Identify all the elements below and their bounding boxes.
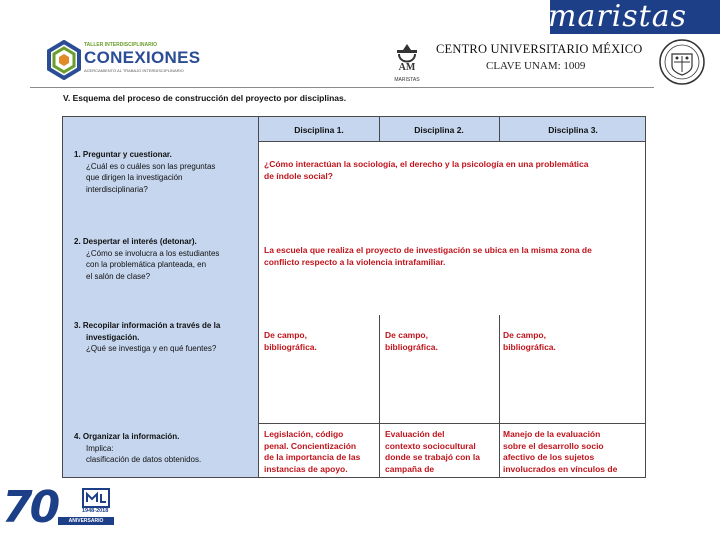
section-heading: V. Esquema del proceso de construcción del proyecto por disciplinas. (63, 93, 347, 103)
col-divider-2 (499, 315, 500, 478)
row-4-answer-d3 (503, 429, 645, 475)
institution-code: CLAVE UNAM: 1009 (486, 60, 586, 72)
row-4-d1-line: Legislación, código (264, 429, 344, 439)
conexiones-tagline: TALLER INTERDISCIPLINARIO (84, 42, 157, 48)
header-row (259, 117, 646, 142)
step-4 (74, 431, 256, 466)
row-4-d2-line: contexto sociocultural (385, 440, 476, 451)
header-discipline-2: Disciplina 2. (414, 124, 464, 135)
row-3-d1-line: De campo, (264, 330, 307, 340)
row-3-answer-d1 (264, 330, 374, 353)
row-4-d2-line: campaña de (385, 463, 435, 474)
row-4-answer-d1 (264, 429, 378, 475)
row-3-d2-line: bibliográfica. (385, 341, 438, 352)
header-discipline-1: Disciplina 1. (294, 124, 344, 135)
step-3-title-cont: investigación. (86, 332, 140, 342)
row-4-d2-line: donde se trabajó con la (385, 452, 480, 462)
conexiones-title: CONEXIONES (84, 48, 201, 67)
row-3-answer-d3 (503, 330, 643, 353)
step-2-title: 2. Despertar el interés (detonar). (74, 237, 197, 246)
step-2 (74, 236, 256, 282)
row-1-answer (264, 159, 644, 182)
step-4-line: clasificación de datos obtenidos. (86, 455, 202, 465)
row-2-answer (264, 245, 644, 268)
step-1-title: 1. Preguntar y cuestionar. (74, 150, 172, 159)
row-divider (259, 423, 646, 424)
unam-seal-icon (658, 38, 706, 86)
anniversary-logo (0, 482, 120, 534)
process-table (62, 116, 646, 478)
step-4-line: Implica: (86, 443, 114, 453)
row-1-answer-line: de índole social? (264, 170, 333, 181)
row-4-d2-line: Evaluación del (385, 429, 445, 439)
anniversary-number: 70 (2, 482, 58, 533)
emblem-caption: MARISTAS (394, 77, 420, 83)
institution-name: CENTRO UNIVERSITARIO MÉXICO (436, 42, 643, 56)
header-divider (30, 87, 654, 88)
step-3-title: 3. Recopilar información a través de la (74, 321, 221, 330)
row-4-d1-line: penal. Concientización (264, 440, 357, 451)
conexiones-subtitle: ACERCAMIENTO AL TRABAJO INTERDISCIPLINARIO (84, 68, 184, 73)
row-4-d3-line: involucrados en vínculos de (503, 463, 618, 474)
row-3-answer-d2 (385, 330, 495, 353)
row-4-d3-line: sobre el desarrollo socio (503, 440, 604, 451)
header-discipline-3: Disciplina 3. (548, 124, 598, 135)
anniversary-years: 1948-2018 (82, 508, 109, 514)
header-divider-2 (499, 117, 500, 142)
step-2-line: el salón de clase? (86, 271, 151, 281)
row-4-answer-d2 (385, 429, 499, 475)
step-4-title: 4. Organizar la información. (74, 432, 180, 441)
row-4-d3-line: afectivo de los sujetos (503, 452, 595, 462)
top-banner-white (0, 0, 550, 34)
header-divider-1 (379, 117, 380, 142)
step-1 (74, 149, 256, 195)
anniversary-label: ANIVERSARIO (58, 517, 114, 525)
row-2-answer-line: conflicto respecto a la violencia intrafamiliar. (264, 256, 446, 267)
row-1-answer-line: ¿Cómo interactúan la sociología, el derecho y la psicología en una problemática (264, 159, 589, 169)
marist-emblem-icon (387, 40, 427, 84)
row-2-answer-line: La escuela que realiza el proyecto de investigación se ubica en la misma zona de (264, 245, 592, 255)
row-3-d1-line: bibliográfica. (264, 341, 317, 352)
step-3-line: ¿Qué se investiga y en qué fuentes? (86, 344, 217, 354)
step-2-line: con la problemática planteada, en (86, 260, 207, 270)
step-1-line: que dirigen la investigación (86, 173, 183, 183)
col-divider-1 (379, 315, 380, 478)
conexiones-emblem-icon (46, 40, 82, 80)
step-2-line: ¿Cómo se involucra a los estudiantes (86, 248, 220, 258)
row-3-d3-line: bibliográfica. (503, 341, 556, 352)
row-3-d3-line: De campo, (503, 330, 546, 340)
row-4-d3-line: Manejo de la evaluación (503, 429, 601, 439)
svg-text:AM: AM (398, 62, 416, 73)
step-1-line: interdisciplinaria? (86, 184, 148, 194)
cum-mark-icon (82, 488, 110, 510)
step-1-line: ¿Cuál es o cuáles son las preguntas (86, 161, 216, 171)
step-3 (74, 320, 256, 355)
maristas-wordmark: maristas (548, 0, 688, 34)
row-4-d1-line: instancias de apoyo. (264, 463, 348, 474)
row-4-d1-line: de la importancia de las (264, 452, 361, 462)
row-3-d2-line: De campo, (385, 330, 428, 340)
conexiones-logo (46, 38, 201, 82)
